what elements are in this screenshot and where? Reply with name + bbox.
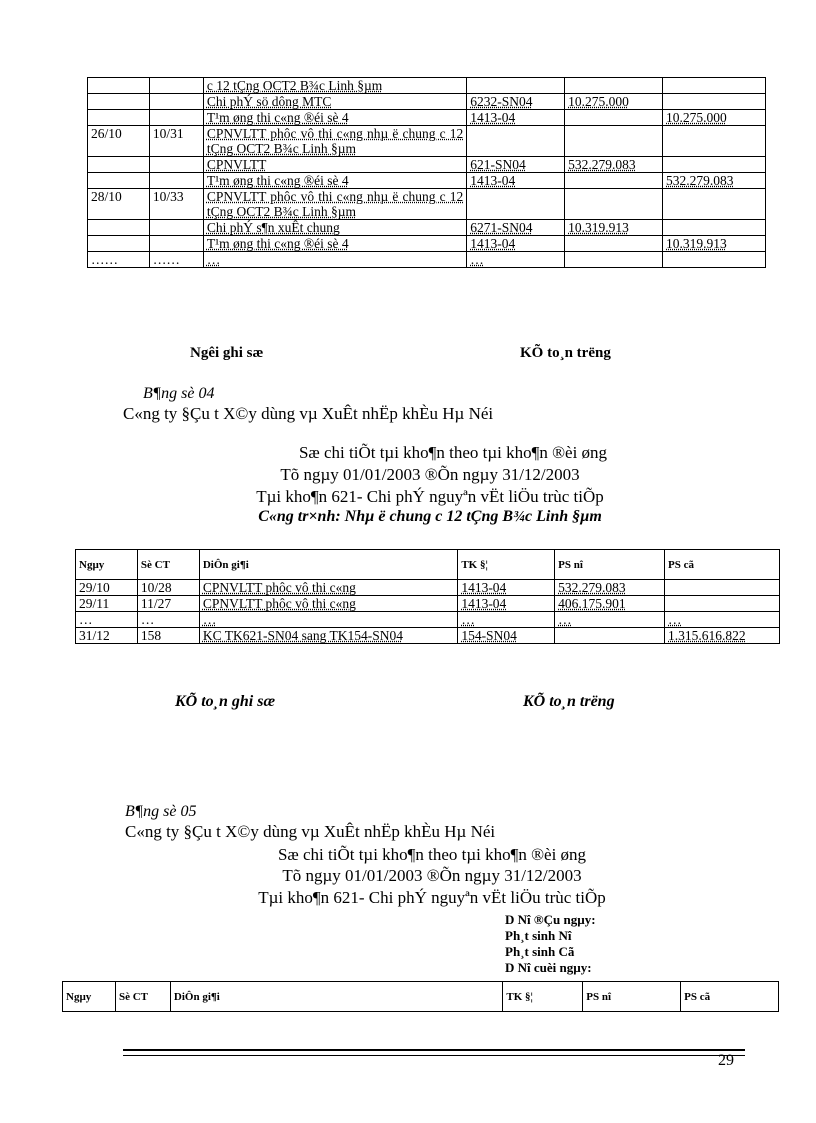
table-row [88,157,766,173]
ledger-table-05 [62,981,779,1012]
account-cell: 6232-SN04 [467,94,565,110]
column-header: TK §¦ [458,550,555,580]
column-header: DiÔn gi¶i [199,550,457,580]
account-cell: 154-SN04 [458,628,555,644]
description-cell: … [203,252,466,268]
account-cell [467,189,565,220]
credit-cell [665,596,780,612]
table-row [88,173,766,189]
credit-cell [663,78,766,94]
table-label-05: B¶ng sè 05 [125,803,197,820]
credit-cell [663,189,766,220]
account-cell [467,78,565,94]
ledger-table-continued [87,77,766,268]
ledger-table-04 [75,549,780,644]
credit-cell: 10.275.000 [663,110,766,126]
debit-cell: 10.275.000 [565,94,663,110]
debit-arising-label: Ph¸t sinh Nî [505,928,572,943]
column-header: PS nî [583,982,681,1012]
credit-cell [663,220,766,236]
voucher-cell: …… [149,252,203,268]
balance-summary [505,912,596,976]
date-cell [88,157,150,173]
signature-chief-accountant-1: KÕ to¸n trëng [520,345,611,361]
table-row [76,596,780,612]
account-cell: 1413-04 [458,580,555,596]
description-cell: Chi phÝ sö dông MTC [203,94,466,110]
voucher-cell: 10/31 [149,126,203,157]
account-cell: 1413-04 [467,173,565,189]
date-cell: 28/10 [88,189,150,220]
credit-cell [663,157,766,173]
signature-recorder-1: Ngêi ghi sæ [190,345,264,361]
company-name-04: C«ng ty §Çu t X©y dùng vµ XuÊt nhËp khÈu Hµ Néi [123,404,494,423]
debit-cell [565,236,663,252]
account-cell: 6271-SN04 [467,220,565,236]
credit-cell: 1.315.616.822 [665,628,780,644]
credit-cell [665,580,780,596]
account-05: Tµi kho¶n 621- Chi phÝ nguyªn vËt liÖu trùc tiÕp [258,888,606,907]
date-cell [88,173,150,189]
description-cell: T¹m øng thi c«ng ®éi sè 4 [203,110,466,126]
voucher-cell [149,78,203,94]
credit-cell [663,126,766,157]
debit-cell: 532.279.083 [555,580,665,596]
table-row [76,580,780,596]
debit-cell: 406.175.901 [555,596,665,612]
table-row [88,94,766,110]
debit-cell [565,110,663,126]
account-cell: 1413-04 [467,110,565,126]
column-header: PS cã [681,982,779,1012]
account-cell: 1413-04 [458,596,555,612]
date-cell: 26/10 [88,126,150,157]
voucher-cell [149,220,203,236]
debit-cell [565,78,663,94]
debit-cell: … [555,612,665,628]
description-cell: CPNVLTT phôc vô thi c«ng nhµ ë chung c 12 tÇng OCT2 B¾c Linh §µm [203,126,466,157]
account-04: Tµi kho¶n 621- Chi phÝ nguyªn vËt liÖu trùc tiÕp [256,487,604,506]
account-cell: 1413-04 [467,236,565,252]
description-cell: … [199,612,457,628]
credit-cell: 532.279.083 [663,173,766,189]
date-cell [88,94,150,110]
debit-cell [565,189,663,220]
voucher-cell: 10/28 [137,580,199,596]
voucher-cell: 11/27 [137,596,199,612]
description-cell: T¹m øng thi c«ng ®éi sè 4 [203,236,466,252]
voucher-cell [149,236,203,252]
account-cell [467,126,565,157]
date-cell: …… [88,252,150,268]
description-cell: c 12 tÇng OCT2 B¾c Linh §µm [203,78,466,94]
account-cell: … [458,612,555,628]
table-row [88,220,766,236]
column-header: Sè CT [115,982,170,1012]
date-cell [88,220,150,236]
voucher-cell: 10/33 [149,189,203,220]
credit-cell [663,94,766,110]
signature-chief-accountant-2: KÕ to¸n trëng [523,693,615,710]
description-cell: CPNVLTT [203,157,466,173]
footer-rule [123,1049,745,1056]
date-cell [88,110,150,126]
account-cell: … [467,252,565,268]
table-row [88,110,766,126]
voucher-cell [149,157,203,173]
page-number: 29 [718,1052,734,1069]
table-row [88,126,766,157]
period-05: Tõ ngµy 01/01/2003 ®Õn ngµy 31/12/2003 [282,866,582,885]
column-header: TK §¦ [503,982,583,1012]
period-04: Tõ ngµy 01/01/2003 ®Õn ngµy 31/12/2003 [280,465,580,484]
credit-cell: … [665,612,780,628]
voucher-cell [149,94,203,110]
debit-cell: 10.319.913 [565,220,663,236]
table-row [88,78,766,94]
signature-recorder-2: KÕ to¸n ghi sæ [175,693,276,710]
credit-cell [663,252,766,268]
table-row [76,612,780,628]
credit-cell: 10.319.913 [663,236,766,252]
description-cell: CPNVLTT phôc vô thi c«ng nhµ ë chung c 12 tÇng OCT2 B¾c Linh §µm [203,189,466,220]
table-row [88,189,766,220]
credit-arising-label: Ph¸t sinh Cã [505,944,575,959]
date-cell [88,236,150,252]
debit-cell [565,126,663,157]
date-cell: 31/12 [76,628,138,644]
debit-cell [555,628,665,644]
table-label-04: B¶ng sè 04 [143,385,215,402]
opening-balance-label: D Nî ®Çu ngµy: [505,912,596,927]
column-header: PS cã [665,550,780,580]
debit-cell [565,252,663,268]
project-04: C«ng tr×nh: Nhµ ë chung c 12 tÇng B¾c Linh §µm [258,508,602,525]
column-header: DiÔn gi¶i [170,982,502,1012]
column-header: Ngµy [76,550,138,580]
voucher-cell [149,173,203,189]
date-cell [88,78,150,94]
description-cell: Chi phÝ s¶n xuÊt chung [203,220,466,236]
column-header: Sè CT [137,550,199,580]
table-row [76,628,780,644]
voucher-cell: 158 [137,628,199,644]
ledger-title-04: Sæ chi tiÕt tµi kho¶n theo tµi kho¶n ®èi øng [298,443,608,462]
account-cell: 621-SN04 [467,157,565,173]
ledger-title-05: Sæ chi tiÕt tµi kho¶n theo tµi kho¶n ®èi øng [277,845,587,864]
table-row [88,236,766,252]
description-cell: CPNVLTT phôc vô thi c«ng [199,580,457,596]
description-cell: KC TK621-SN04 sang TK154-SN04 [199,628,457,644]
voucher-cell: … [137,612,199,628]
debit-cell [565,173,663,189]
date-cell: 29/11 [76,596,138,612]
debit-cell: 532.279.083 [565,157,663,173]
company-name-05: C«ng ty §Çu t X©y dùng vµ XuÊt nhËp khÈu Hµ Néi [125,822,496,841]
description-cell: T¹m øng thi c«ng ®éi sè 4 [203,173,466,189]
voucher-cell [149,110,203,126]
date-cell: 29/10 [76,580,138,596]
column-header: PS nî [555,550,665,580]
table-row [88,252,766,268]
description-cell: CPNVLTT phôc vô thi c«ng [199,596,457,612]
column-header: Ngµy [63,982,116,1012]
closing-balance-label: D Nî cuèi ngµy: [505,960,592,975]
date-cell: … [76,612,138,628]
